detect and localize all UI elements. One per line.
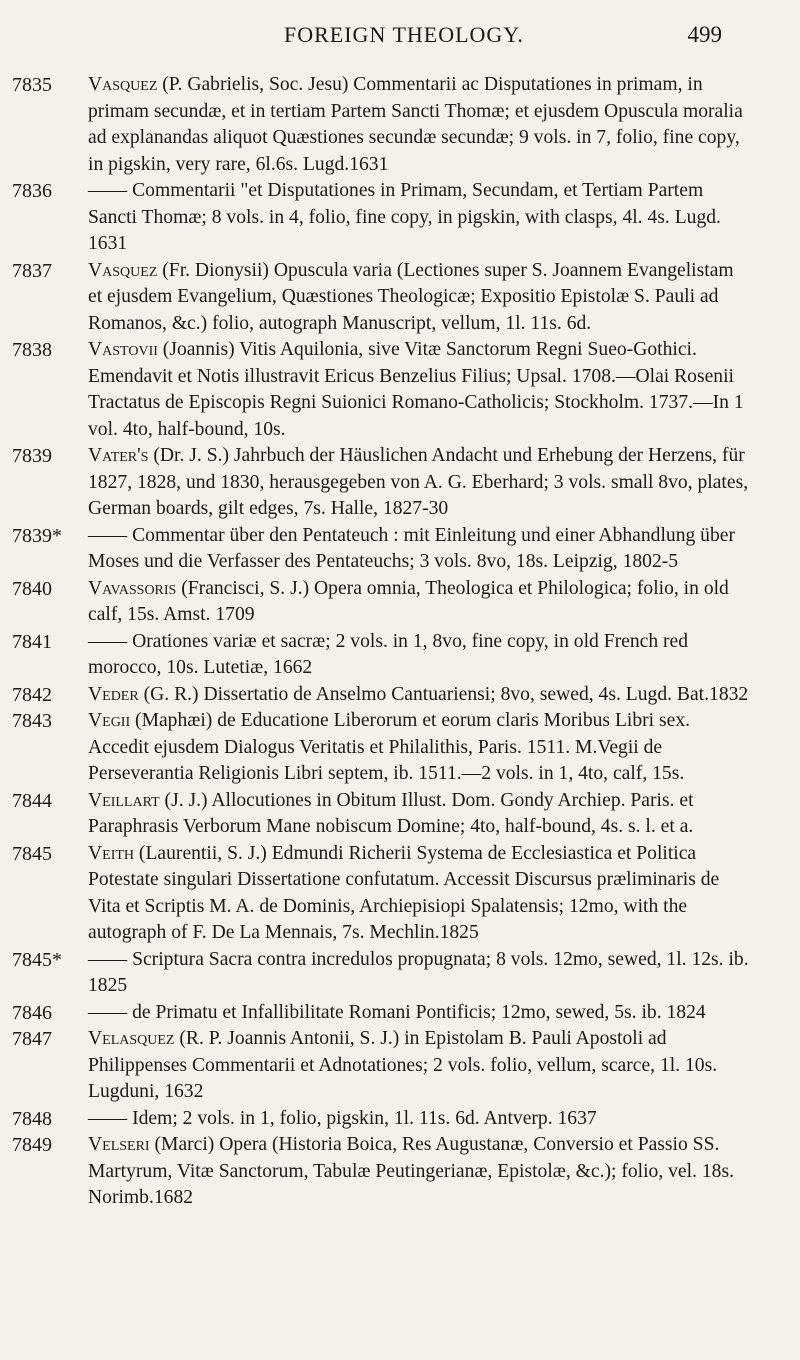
entry-text: de Primatu et Infallibilitate Romani Pontificis; 12mo, sewed, 5s. ib. 1824 bbox=[127, 1001, 706, 1023]
entry-7847 bbox=[0, 1026, 750, 1106]
entry-text: (Joannis) Vitis Aquilonia, sive Vitæ Sanctorum Regni Sueo-Gothici. Emendavit et Notis illustravit Ericus Benzelius Filius; Upsal. 1708.—Olai Rosenii Tractatus de Episcopis Regni Suionici Romano-Catholicis; Stockholm. 1737.—In 1 vol. 4to, half-bound, 10s. bbox=[88, 339, 744, 440]
entry-number: 7835 bbox=[12, 74, 52, 96]
entry-7846 bbox=[0, 1000, 750, 1027]
running-title: FOREIGN THEOLOGY. bbox=[284, 22, 524, 47]
entry-text: (G. R.) Dissertatio de Anselmo Cantuariensi; 8vo, sewed, 4s. Lugd. Bat.1832 bbox=[138, 683, 749, 705]
entry-number: 7838 bbox=[12, 339, 52, 361]
entry-text: Idem; 2 vols. in 1, folio, pigskin, 1l. 11s. 6d. Antverp. 1637 bbox=[127, 1107, 597, 1129]
entry-author: Vater's bbox=[88, 445, 149, 466]
entry-author: —— bbox=[88, 180, 128, 201]
entry-author: Vasquez bbox=[88, 259, 158, 281]
entry-list bbox=[0, 72, 800, 1212]
entry-text: (Laurentii, S. J.) Edmundi Richerii Systema de Ecclesiastica et Politica Potestate singulari Dissertatione confutatum. Accessit Discursus præliminaris de Vita et Scriptis M. A. de Dominis, Archiepisiopi Spalatensis; 12mo, with the autograph of F. De La Mennais, 7s. Mechlin.1825 bbox=[88, 842, 720, 943]
entry-text: (P. Gabrielis, Soc. Jesu) Commentarii ac Disputationes in primam, in primam secundæ, et in tertiam Partem Sancti Thomæ; et ejusdem Opuscula moralia ad explanandas aliquot Quæstiones secundæ secundæ; 9 vols. in 7, folio, fine copy, in pigskin, very rare, 6l.6s. Lugd.1631 bbox=[88, 74, 743, 175]
entry-author: Velasquez bbox=[88, 1028, 175, 1049]
entry-7845-star bbox=[0, 947, 750, 1000]
entry-text: (Maphæi) de Educatione Liberorum et eorum claris Moribus Libri sex. Accedit ejusdem Dialogus Veritatis et Philalithis, Paris. 1511. M.Vegii de Perseverantia Religionis Libri septem, ib. 1511.—2 vols. in 1, 4to, calf, 15s. bbox=[88, 710, 691, 784]
entry-number: 7837 bbox=[12, 259, 52, 282]
entry-text: Orationes variæ et sacræ; 2 vols. in 1, 8vo, fine copy, in old French red morocco, 10s. Lutetiæ, 1662 bbox=[88, 630, 689, 678]
entry-7839-star bbox=[0, 523, 750, 576]
entry-text: (Francisci, S. J.) Opera omnia, Theologica et Philologica; folio, in old calf, 15s. Amst. 1709 bbox=[88, 577, 729, 625]
entry-number: 7849 bbox=[12, 1134, 52, 1156]
entry-author: Vasquez bbox=[88, 74, 158, 95]
entry-7843 bbox=[0, 708, 750, 788]
entry-7845 bbox=[0, 841, 750, 947]
entry-7840 bbox=[0, 576, 750, 629]
entry-author: —— bbox=[88, 1001, 128, 1023]
entry-author: Velseri bbox=[88, 1134, 150, 1155]
entry-number: 7844 bbox=[12, 789, 52, 812]
entry-7838 bbox=[0, 337, 750, 443]
entry-number: 7848 bbox=[12, 1107, 52, 1130]
entry-number: 7843 bbox=[12, 710, 52, 732]
entry-7835 bbox=[0, 72, 750, 178]
entry-7849 bbox=[0, 1132, 750, 1212]
page-number: 499 bbox=[687, 22, 722, 47]
entry-number: 7841 bbox=[12, 630, 52, 653]
entry-author: —— bbox=[88, 948, 128, 970]
entry-7836 bbox=[0, 178, 750, 258]
entry-author: —— bbox=[88, 1107, 128, 1129]
entry-number: 7847 bbox=[12, 1028, 52, 1050]
entry-7844 bbox=[0, 788, 750, 841]
entry-author: Veder bbox=[88, 683, 139, 705]
page-header bbox=[0, 22, 800, 62]
entry-7848 bbox=[0, 1106, 750, 1133]
entry-text: (Marci) Opera (Historia Boica, Res Augustanæ, Conversio et Passio SS. Martyrum, Vitæ Sanctorum, Tabulæ Peutingerianæ, Epistolæ, &c.); folio, vel. 18s. Norimb.1682 bbox=[88, 1134, 734, 1208]
entry-text: Scriptura Sacra contra incredulos propugnata; 8 vols. 12mo, sewed, 1l. 12s. ib. 1825 bbox=[88, 948, 749, 996]
entry-number: 7845* bbox=[12, 948, 62, 971]
entry-number: 7845 bbox=[12, 842, 52, 865]
entry-number: 7846 bbox=[12, 1001, 52, 1024]
entry-author: Vavassoris bbox=[88, 577, 177, 599]
entry-number: 7842 bbox=[12, 683, 52, 706]
entry-author: Veith bbox=[88, 842, 135, 864]
entry-7841 bbox=[0, 629, 750, 682]
entry-number: 7836 bbox=[12, 180, 52, 202]
entry-7839 bbox=[0, 443, 750, 523]
entry-author: —— bbox=[88, 524, 128, 546]
entry-author: Vastovii bbox=[88, 339, 158, 360]
entry-text: (Fr. Dionysii) Opuscula varia (Lectiones super S. Joannem Evangelistam et ejusdem Evangelium, Quæstiones Theologicæ; Expositio Epistolæ S. Pauli ad Romanos, &c.) folio, autograph Manuscript, vellum, 1l. 11s. 6d. bbox=[88, 259, 734, 334]
entry-author: Veillart bbox=[88, 789, 160, 811]
entry-number: 7839* bbox=[12, 524, 62, 547]
entry-author: —— bbox=[88, 630, 128, 652]
entry-author: Vegii bbox=[88, 710, 131, 731]
entry-text: (J. J.) Allocutiones in Obitum Illust. Dom. Gondy Archiep. Paris. et Paraphrasis Verborum Mane nobiscum Domine; 4to, half-bound, 4s. s. l. et a. bbox=[88, 789, 694, 837]
entry-number: 7839 bbox=[12, 445, 52, 467]
entry-number: 7840 bbox=[12, 577, 52, 600]
entry-text: (Dr. J. S.) Jahrbuch der Häuslichen Andacht und Erhebung der Herzens, für 1827, 1828, und 1830, herausgegeben von A. G. Eberhard; 3 vols. small 8vo, plates, German boards, gilt edges, 7s. Halle, 1827-30 bbox=[88, 445, 749, 519]
entry-7837 bbox=[0, 258, 750, 338]
entry-text: (R. P. Joannis Antonii, S. J.) in Epistolam B. Pauli Apostoli ad Philippenses Commentarii et Adnotationes; 2 vols. folio, vellum, scarce, 1l. 10s. Lugduni, 1632 bbox=[88, 1028, 718, 1102]
entry-text: Commentarii "et Disputationes in Primam, Secundam, et Tertiam Partem Sancti Thomæ; 8 vols. in 4, folio, fine copy, in pigskin, with clasps, 4l. 4s. Lugd. 1631 bbox=[88, 180, 721, 254]
entry-7842 bbox=[0, 682, 750, 709]
entry-text: Commentar über den Pentateuch : mit Einleitung und einer Abhandlung über Moses und die Verfasser des Pentateuchs; 3 vols. 8vo, 18s. Leipzig, 1802-5 bbox=[88, 524, 735, 572]
